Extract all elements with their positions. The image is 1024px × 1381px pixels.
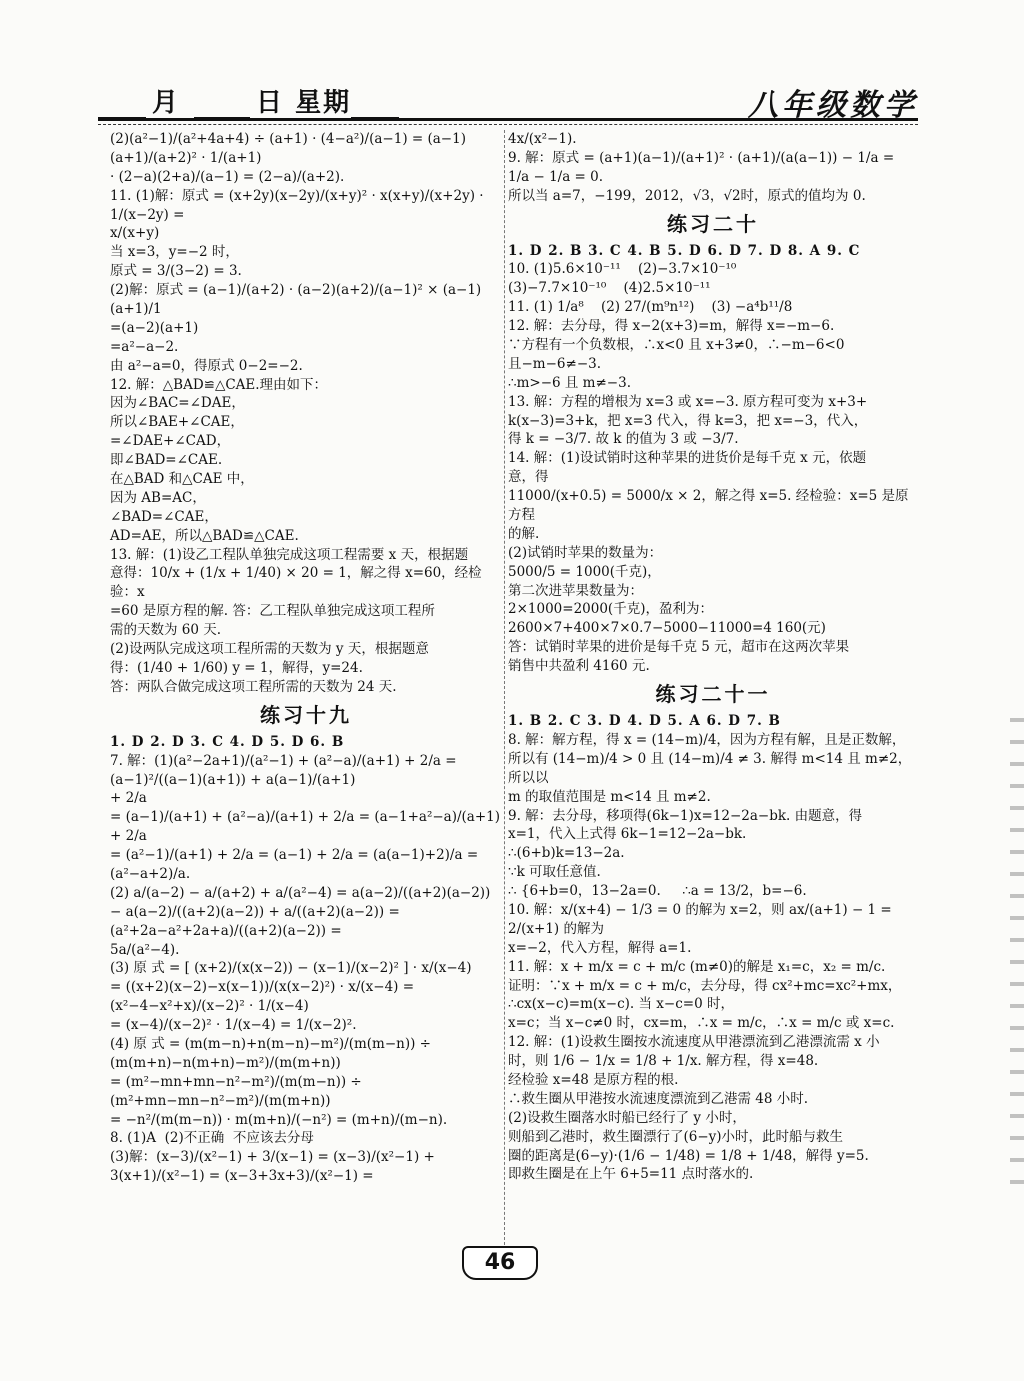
text-line: 得：(1/40 + 1/60) y = 1，解得，y=24. [110, 659, 363, 676]
date-line [98, 82, 405, 119]
text-line: 4x/(x²−1). [508, 131, 577, 147]
text-line: (3)解：(x−3)/(x²−1) + 3/(x−1) = (x−3)/(x²−1) + 3(x+1)/(x²−1) = (x−3+3x+3)/(x²−1) = [110, 1149, 440, 1185]
page-header [98, 72, 918, 122]
text-line: − a(a−2)/((a+2)(a−2)) + a/((a+2)(a−2)) = (a²+2a−a²+2a+a)/((a+2)(a−2)) = [110, 903, 405, 939]
text-line: 11. 解：x + m/x = c + m/c (m≠0)的解是 x₁=c，x₂ = m/c. [508, 958, 886, 975]
text-line: 则船到乙港时，救生圈漂行了(6−y)小时，此时船与救生 [508, 1128, 844, 1145]
text-line: 第二次进苹果数量为： [508, 582, 643, 599]
text-line: 圈的距离是(6−y)·(1/6 − 1/48) = 1/8 + 1/48，解得 y=5. [508, 1147, 869, 1164]
text-line: 因为 AB=AC， [110, 489, 206, 506]
text-line: 答：两队合做完成这项工程所需的天数为 24 天. [110, 678, 397, 695]
text-line: ∴m>−6 且 m≠−3. [508, 374, 631, 391]
text-line: AD=AE，所以△BAD≌△CAE. [110, 527, 299, 544]
text-line: ∵k 可取任意值. [508, 864, 601, 881]
text-line: 8. 解：解方程，得 x = (14−m)/4，因为方程有解，且是正数解， [508, 731, 906, 748]
text-line: 12. 解：去分母，得 x−2(x+3)=m，解得 x=−m−6. [508, 318, 835, 335]
text-line: ∴(6+b)k=13−2a. [508, 845, 625, 862]
text-line: = (a−1)/(a+1) + (a²−a)/(a+1) + 2/a = (a−1+a²−a)/(a+1) + 2/a [110, 809, 505, 845]
text-line: (2)设救生圈落水时船已经行了 y 小时， [508, 1109, 746, 1126]
text-line: 11. (1)解：原式 = (x+2y)(x−2y)/(x+y)² · x(x+y)/(x+2y) · 1/(x−2y) = [110, 187, 488, 223]
right-column [508, 130, 918, 1184]
text-line: 所以当 a=7，−199，2012，√3，√2时，原式的值均为 0. [508, 187, 866, 204]
text-line: ∴cx(x−c)=m(x−c). 当 x−c=0 时， [508, 996, 734, 1013]
text-line: 在△BAD 和△CAE 中， [110, 471, 254, 488]
text-line: x=−2，代入方程，解得 a=1. [508, 939, 692, 956]
page-number: 46 [484, 1250, 516, 1275]
text-line: = (a²−1)/(a+1) + 2/a = (a−1) + 2/a = (a(a−1)+2)/a = (a²−a+2)/a. [110, 847, 483, 882]
text-line: (2) a/(a−2) − a/(a+2) + a/(a²−4) = a(a−2)/((a+2)(a−2)) [110, 884, 491, 901]
text-line: 所以有 (14−m)/4 > 0 且 (14−m)/4 ≠ 3. 解得 m<14 且 m≠2，所以以 [508, 750, 912, 786]
text-line: 8. (1)A (2)不正确 不应该去分母 [110, 1130, 314, 1147]
text-line: 5a/(a²−4). [110, 941, 180, 958]
text-line: 14. 解：(1)设试销时这种苹果的进货价是每千克 x 元，依题 [508, 450, 867, 467]
answer-row: 1. D 2. D 3. C 4. D 5. D 6. B [110, 733, 345, 750]
text-line: =a²−a−2. [110, 338, 179, 355]
week-blank [351, 97, 399, 119]
text-line: (4) 原 式 = (m(m−n)+n(m−n)−m²)/(m(m−n)) ÷ [110, 1035, 431, 1052]
text-line: = (m²−mn+mn−n²−m²)/(m(m−n)) ÷ (m²+mn−mn−n²−m²)/(m(m+n)) [110, 1073, 367, 1109]
text-line: 时，则 1/6 − 1/x = 1/8 + 1/x. 解方程，得 x=48. [508, 1053, 819, 1070]
text-line: (3)−7.7×10⁻¹⁰ (4)2.5×10⁻¹¹ [508, 280, 711, 297]
text-line: 经检验 x=48 是原方程的根. [508, 1071, 679, 1088]
text-line: 2600×7+400×7×0.7−5000−11000=4 160(元) [508, 620, 826, 637]
section-title: 练习十九 [260, 702, 352, 727]
left-column [110, 130, 505, 1186]
text-line: 11000/(x+0.5) = 5000/x × 2，解之得 x=5. 经检验：x=5 是原方程 [508, 488, 909, 524]
text-line: 即∠BAD=∠CAE. [110, 452, 223, 469]
text-line: 7. 解：(1)(a²−2a+1)/(a²−1) + (a²−a)/(a+1) + 2/a = (a−1)²/((a−1)(a+1)) + a(a−1)/(a+1) [110, 752, 461, 788]
text-line: 答：试销时苹果的进价是每千克 5 元，超市在这两次苹果 [508, 639, 850, 656]
text-line: 因为∠BAC=∠DAE， [110, 395, 245, 412]
text-line: x=1，代入上式得 6k−1=12−2a−bk. [508, 826, 747, 843]
text-line: 13. 解：方程的增根为 x=3 或 x=−3. 原方程可变为 x+3+ [508, 393, 868, 410]
text-line: ∠BAD=∠CAE， [110, 508, 218, 525]
header-dashed-rule [98, 124, 918, 125]
text-line: (2)设两队完成这项工程所需的天数为 y 天，根据题意 [110, 641, 429, 658]
text-line: x=c；当 x−c≠0 时，cx=m，∴x = m/c，∴x = m/c 或 x=c. [508, 1015, 895, 1032]
column-divider [504, 130, 505, 1255]
section-title: 练习二十一 [655, 682, 771, 707]
text-line: 11. (1) 1/a⁸ (2) 27/(m⁹n¹²) (3) −a⁴b¹¹/8 [508, 299, 793, 316]
text-line: =60 是原方程的解. 答：乙工程队单独完成这项工程所 [110, 603, 435, 620]
text-line: · (2−a)(2+a)/(a−1) = (2−a)/(a+2). [110, 168, 345, 185]
text-line: 2×1000=2000(千克)，盈利为： [508, 601, 713, 618]
text-line: 10. 解：x/(x+4) − 1/3 = 0 的解为 x=2，则 ax/(a+1) − 1 = 2/(x+1) 的解为 [508, 901, 897, 937]
page-edge-shadow [1010, 700, 1024, 1200]
text-line: =∠DAE+∠CAD， [110, 433, 231, 450]
header-rule [98, 118, 918, 121]
text-line: 13. 解：(1)设乙工程队单独完成这项工程需要 x 天，根据题 [110, 546, 469, 563]
day-blank [194, 97, 250, 119]
text-line: (2)解：原式 = (a−1)/(a+2) · (a−2)(a+2)/(a−1)² × (a−1)(a+1)/1 [110, 282, 482, 318]
page-number-badge [462, 1246, 538, 1280]
text-line: 需的天数为 60 天. [110, 622, 222, 639]
section-title: 练习二十 [667, 211, 759, 236]
text-line: 得 k = −3/7. 故 k 的值为 3 或 −3/7. [508, 431, 739, 448]
text-line: m 的取值范围是 m<14 且 m≠2. [508, 788, 711, 805]
text-line: = ((x+2)(x−2)−x(x−1))/(x(x−2)²) · x/(x−4) = (x²−4−x²+x)/(x−2)² · 1/(x−4) [110, 979, 419, 1015]
text-line: 销售中共盈利 4160 元. [508, 658, 650, 675]
text-line: (3) 原 式 = [ (x+2)/(x(x−2)) − (x−1)/(x−2)² ] · x/(x−4) [110, 960, 472, 977]
text-line: = (x−4)/(x−2)² · 1/(x−4) = 1/(x−2)². [110, 1017, 357, 1034]
answer-row: 1. D 2. B 3. C 4. B 5. D 6. D 7. D 8. A 9. C [508, 242, 861, 259]
text-line: + 2/a [110, 790, 147, 807]
text-line: = −n²/(m(m−n)) · m(m+n)/(−n²) = (m+n)/(m−n). [110, 1111, 448, 1128]
text-line: (m(m+n)−n(m+n)−m²)/(m(m+n)) [110, 1054, 341, 1071]
text-line: ∵方程有一个负数根，∴x<0 且 x+3≠0，∴−m−6<0 [508, 337, 845, 354]
text-line: 9. 解：原式 = (a+1)(a−1)/(a+1)² · (a+1)/(a(a−1)) − 1/a = 1/a − 1/a = 0. [508, 149, 899, 185]
text-line: ∴救生圈从甲港按水流速度漂流到乙港需 48 小时. [508, 1090, 809, 1107]
week-label: 星期 [295, 88, 352, 118]
text-line: k(x−3)=3+k，把 x=3 代入，得 k=3，把 x=−3，代入， [508, 412, 868, 429]
text-line: (2)试销时苹果的数量为： [508, 544, 663, 561]
text-line: 5000/5 = 1000(千克)， [508, 563, 661, 580]
answer-row: 1. B 2. C 3. D 4. D 5. A 6. D 7. B [508, 713, 781, 730]
month-blank [98, 97, 146, 119]
text-line: 由 a²−a=0，得原式 0−2=−2. [110, 357, 303, 374]
text-line: 证明：∵x + m/x = c + m/c，去分母，得 cx²+mc=xc²+mx， [508, 977, 902, 994]
day-label: 日 [256, 88, 285, 118]
subject-title: 八年级数学 [748, 88, 918, 123]
text-line: (2)(a²−1)/(a²+4a+4) ÷ (a+1) · (4−a²)/(a−1) = (a−1)(a+1)/(a+2)² · 1/(a+1) [110, 131, 466, 166]
text-line: 所以∠BAE+∠CAE， [110, 414, 244, 431]
text-line: 10. (1)5.6×10⁻¹¹ (2)−3.7×10⁻¹⁰ [508, 261, 737, 278]
text-line: 意得：10/x + (1/x + 1/40) × 20 = 1，解之得 x=60，经检验：x [110, 565, 482, 601]
text-line: 即救生圈是在上午 6+5=11 点时落水的. [508, 1166, 754, 1183]
text-line: 9. 解：去分母，移项得(6k−1)x=12−2a−bk. 由题意，得 [508, 807, 863, 824]
text-line: 意，得 [508, 469, 549, 486]
text-line: 原式 = 3/(3−2) = 3. [110, 263, 242, 280]
text-line: 12. 解：△BAD≌△CAE.理由如下： [110, 376, 328, 393]
text-line: 12. 解：(1)设救生圈按水流速度从甲港漂流到乙港漂流需 x 小 [508, 1034, 880, 1051]
text-line: 当 x=3，y=−2 时， [110, 244, 239, 261]
text-line: x/(x+y) [110, 225, 160, 242]
month-label: 月 [152, 88, 181, 118]
text-line: ∴ {6+b=0，13−2a=0. ∴a = 13/2，b=−6. [508, 883, 807, 900]
text-line: =(a−2)(a+1) [110, 319, 199, 336]
text-line: 的解. [508, 525, 540, 542]
text-line: 且−m−6≠−3. [508, 355, 602, 372]
